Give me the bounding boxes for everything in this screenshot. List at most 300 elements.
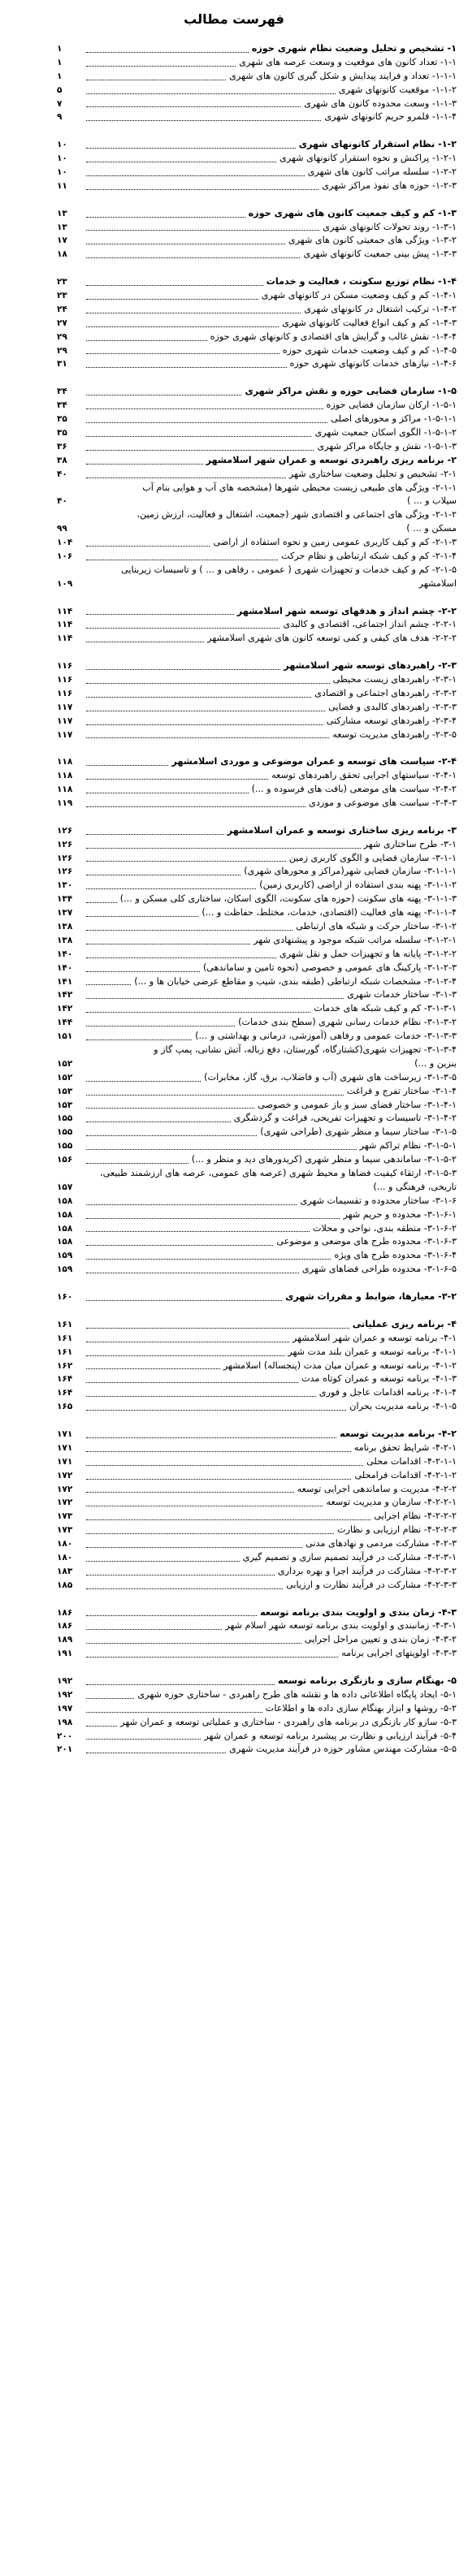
toc-entry[interactable] (57, 550, 457, 564)
toc-entry-label: ۴-۳- زمان بندی و اولویت بندی برنامه توسعه (260, 1606, 457, 1618)
toc-entry-label: ۲-۴- سیاست های توسعه و عمران موضوعی و موردی اسلامشهر (171, 756, 457, 767)
toc-entry[interactable] (57, 207, 457, 221)
toc-entry[interactable] (57, 769, 457, 783)
toc-entry-label: ۲-۴-۲- سیاست های موضعی (بافت های فرسوده و ...) (251, 784, 457, 795)
toc-entry[interactable] (57, 1441, 457, 1455)
toc-dot-leader (86, 234, 285, 244)
toc-dot-leader (86, 1675, 275, 1685)
toc-entry-label: ۲-۱-۵- کم و کیف خدمات و تجهیزات شهری ( عمومی ، رفاهی و ... ) و تاسیسات زیربنایی (121, 564, 457, 575)
toc-entry[interactable] (57, 522, 457, 536)
toc-entry[interactable] (57, 1619, 457, 1633)
toc-page-number: ۳۴ (57, 387, 67, 397)
toc-entry[interactable] (57, 1071, 457, 1085)
toc-entry[interactable] (57, 1318, 457, 1332)
toc-entry-label: ۱- تشخیص و تحلیل وضعیت نظام شهری حوزه (251, 43, 457, 54)
toc-dot-leader (86, 1044, 150, 1054)
toc-dot-leader (86, 948, 276, 958)
toc-dot-leader (86, 385, 241, 395)
toc-dot-leader (86, 207, 245, 218)
toc-entry[interactable] (57, 1565, 457, 1579)
toc-dot-leader (86, 522, 403, 533)
toc-page-number: ۱۵۶ (57, 1155, 73, 1165)
toc-dot-leader (86, 715, 323, 725)
toc-page-number: ۷ (57, 98, 63, 109)
toc-dot-leader (86, 179, 318, 190)
toc-dot-leader (86, 536, 210, 547)
toc-entry[interactable] (57, 852, 457, 866)
toc-entry[interactable] (57, 1290, 457, 1304)
toc-page-number: ۲۴ (57, 304, 67, 314)
toc-page-number: ۱۵۸ (57, 1223, 73, 1234)
toc-dot-leader (86, 70, 226, 80)
toc-entry[interactable] (57, 1222, 457, 1236)
toc-entry[interactable] (57, 632, 457, 646)
toc-entry-label: ۳-۱-۳-۲- نظام خدمات رسانی شهری (سطح بندی خدمات) (238, 1017, 457, 1028)
toc-entry-label: ۱-۲-۲- سلسله مراتب کانون های شهری (307, 166, 457, 178)
toc-entry-label: ۴- برنامه ریزی عملیاتی (352, 1318, 457, 1329)
toc-entry[interactable] (57, 1675, 457, 1688)
toc-entry-label: ۱-۵-۱-۲- الگوی اسکان جمعیت شهری (314, 426, 457, 438)
toc-page-number: ۱۰ (57, 140, 67, 150)
toc-entry[interactable] (57, 1688, 457, 1702)
toc-entry-label: ۱-۲-۳- حوزه های نفوذ مراکز شهری (322, 179, 457, 191)
toc-page-number: ۱۱۹ (57, 797, 73, 808)
toc-entry[interactable] (57, 1400, 457, 1414)
toc-dot-leader (86, 1483, 294, 1493)
toc-entry-label: ۲-۱-۴- کم و کیف شبکه ارتباطی و نظام حرکت (280, 550, 457, 561)
toc-entry[interactable] (57, 1743, 457, 1757)
toc-entry[interactable] (57, 1208, 457, 1222)
toc-page-number: ۱۵۹ (57, 1251, 73, 1261)
toc-entry-label: ۴-۳-۱- زمانبندی و اولویت بندی برنامه توسعه شهر اسلام شهر (225, 1620, 457, 1632)
toc-dot-leader (86, 1057, 411, 1068)
toc-dot-leader (86, 331, 207, 341)
toc-dot-leader (86, 1579, 283, 1589)
toc-page-number: ۱۱۴ (57, 633, 73, 644)
toc-dot-leader (86, 1195, 297, 1205)
toc-entry[interactable] (57, 701, 457, 715)
toc-entry[interactable] (57, 1551, 457, 1565)
toc-page-number: ۱۱۷ (57, 702, 73, 712)
toc-page-number: ۱۵۳ (57, 1086, 73, 1096)
toc-dot-leader (86, 577, 416, 588)
toc-page-number: ۱۷۲ (57, 1470, 73, 1480)
toc-entry-label: ۳- برنامه ریزی ساختاری توسعه و عمران اسلامشهر (227, 824, 457, 836)
toc-entry[interactable] (57, 426, 457, 440)
toc-entry[interactable] (57, 1386, 457, 1400)
toc-entry-label: ۴-۲-۲- مدیریت و ساماندهی اجرایی توسعه (297, 1483, 457, 1494)
toc-entry-label: ۱-۱-۲- موقعیت کانونهای شهری (338, 84, 457, 95)
toc-entry-label: ۲-۴-۱- سیاستهای اجرایی تحقق راهبردهای توسعه (271, 770, 457, 781)
toc-entry[interactable] (57, 1235, 457, 1249)
toc-page-number: ۱۲۶ (57, 867, 73, 877)
toc-dot-leader (86, 110, 321, 121)
toc-entry[interactable] (57, 1181, 457, 1195)
toc-dot-leader (86, 1743, 226, 1753)
toc-entry-label: ۲-۲-۲- هدف های کیفی و کمی توسعه کانون های شهری اسلامشهر (207, 633, 457, 644)
toc-entry[interactable] (57, 1716, 457, 1730)
toc-dot-leader (86, 1441, 351, 1452)
toc-dot-leader (86, 632, 204, 642)
toc-entry[interactable] (57, 1167, 457, 1181)
toc-page-number (57, 564, 84, 577)
toc-entry[interactable] (57, 1469, 457, 1483)
toc-page-number: ۵ (57, 84, 63, 95)
toc-entry[interactable] (57, 385, 457, 399)
toc-spacer (57, 1414, 457, 1428)
toc-entry-label: ۳-۱-۲-۴- مشخصات شبکه ارتباطی (طبقه بندی، شیب و مقاطع عرضی خیابان ها و ...) (134, 975, 457, 987)
toc-dot-leader (86, 1688, 134, 1699)
toc-entry[interactable] (57, 673, 457, 687)
toc-entry[interactable] (57, 1263, 457, 1277)
toc-entry[interactable] (57, 1633, 457, 1647)
toc-page-number: ۱۰۴ (57, 538, 73, 548)
toc-entry[interactable] (57, 1016, 457, 1030)
toc-dot-leader (86, 1428, 336, 1438)
toc-entry[interactable] (57, 797, 457, 810)
toc-entry-label: ۵-۲- روشها و ابزار بهنگام سازی داده ها و اطلاعات (265, 1702, 457, 1714)
toc-dot-leader (86, 824, 224, 835)
toc-dot-leader (86, 1551, 240, 1562)
toc-entry[interactable] (57, 1496, 457, 1510)
toc-entry[interactable] (57, 495, 457, 508)
toc-entry[interactable] (57, 1372, 457, 1386)
toc-page-number: ۱۱۷ (57, 715, 73, 726)
toc-page-number: ۱ (57, 44, 63, 54)
toc-entry[interactable] (57, 1044, 457, 1057)
toc-entry-label: ۱-۱-۳- وسعت محدوده کانون های شهری (304, 97, 457, 109)
toc-entry[interactable] (57, 920, 457, 934)
toc-dot-leader (86, 1208, 340, 1219)
toc-entry[interactable] (57, 1030, 457, 1044)
toc-entry[interactable] (57, 1359, 457, 1373)
toc-entry[interactable] (57, 865, 457, 879)
toc-page-number: ۲۷ (57, 318, 67, 328)
toc-entry[interactable] (57, 508, 457, 522)
toc-entry[interactable] (57, 1099, 457, 1113)
toc-entry[interactable] (57, 906, 457, 920)
toc-page-number: ۱۱۸ (57, 771, 73, 781)
toc-entry-label: ۴-۳-۳- اولویتهای اجرایی برنامه (341, 1648, 457, 1659)
toc-entry-label: ۱-۱-۴- قلمرو حریم کانونهای شهری (324, 111, 457, 123)
toc-page-number: ۴۰ (57, 469, 67, 479)
toc-dot-leader (86, 248, 300, 258)
toc-dot-leader (86, 906, 198, 917)
toc-entry[interactable] (57, 275, 457, 289)
toc-entry[interactable] (57, 440, 457, 454)
toc-page-number: ۱۱ (57, 180, 67, 191)
toc-entry-label: ۱-۵-۱- ارکان سازمان فضایی حوزه (326, 400, 457, 411)
toc-entry-label: ۲-۱- تشخیص و تحلیل وضعیت ساختاری شهر (288, 468, 457, 479)
toc-entry[interactable] (57, 577, 457, 591)
toc-entry-label: ۳-۱- طرح ساختاری شهر (363, 838, 457, 849)
toc-page-number: ۱۵۸ (57, 1209, 73, 1220)
toc-entry[interactable] (57, 1195, 457, 1208)
toc-page-number: ۱۴۰ (57, 962, 73, 973)
toc-dot-leader (86, 97, 301, 108)
toc-entry-label: سیلاب و ... ) (406, 495, 457, 507)
toc-entry[interactable] (57, 564, 457, 577)
toc-page-number: ۱۴۲ (57, 990, 73, 1001)
toc-entry[interactable] (57, 1126, 457, 1139)
toc-page-number: ۴۰ (57, 496, 67, 507)
toc-entry[interactable] (57, 221, 457, 235)
toc-dot-leader (86, 426, 311, 437)
toc-entry-label: ۴-۲-۱-۲- اقدامات فرامحلی (354, 1469, 457, 1480)
toc-page-number: ۱۹۷ (57, 1703, 73, 1714)
toc-dot-leader (86, 1332, 289, 1342)
toc-entry-label: ۳-۱-۵-۱- نظام تراکم شهر (359, 1140, 457, 1152)
toc-dot-leader (86, 1606, 257, 1617)
toc-entry[interactable] (57, 1510, 457, 1524)
toc-entry[interactable] (57, 1057, 457, 1071)
toc-page-number: ۹ (57, 112, 63, 123)
toc-dot-leader (86, 1524, 334, 1534)
toc-entry[interactable] (57, 1730, 457, 1744)
toc-page-number: ۱۳ (57, 222, 67, 232)
toc-entry[interactable] (57, 715, 457, 728)
toc-dot-leader (86, 357, 287, 368)
toc-entry[interactable] (57, 468, 457, 482)
toc-entry[interactable] (57, 97, 457, 111)
toc-entry-label: ۵-۵- مشارکت مهندس مشاور حوزه در فرآیند مدیریت شهری (229, 1744, 457, 1755)
toc-entry[interactable] (57, 783, 457, 797)
toc-entry-label: ۴-۱-۳- برنامه توسعه و عمران کوتاه مدت (301, 1373, 457, 1385)
toc-entry[interactable] (57, 975, 457, 989)
toc-dot-leader (86, 317, 279, 327)
toc-entry[interactable] (57, 755, 457, 769)
toc-page-number: ۳۵ (57, 427, 67, 438)
toc-dot-leader (86, 618, 280, 629)
toc-entry[interactable] (57, 248, 457, 261)
toc-entry-label: ۱-۵- سازمان فضایی حوزه و نقش مراکز شهری (245, 386, 457, 397)
toc-dot-leader (86, 1510, 370, 1520)
toc-entry-label: ۴-۲-۳- مشارکت مردمی و نهادهای مدنی (306, 1538, 457, 1549)
toc-dot-leader (86, 879, 256, 889)
toc-page-number: ۱۳۴ (57, 894, 73, 905)
toc-dot-leader (86, 138, 296, 149)
toc-page-number: ۱۱۸ (57, 784, 73, 795)
toc-entry[interactable] (57, 962, 457, 975)
toc-entry[interactable] (57, 454, 457, 468)
toc-page-number: ۱۷ (57, 236, 67, 246)
toc-entry-label: ۴-۱-۲- برنامه توسعه و عمران میان مدت (پنجساله) اسلامشهر (223, 1359, 457, 1371)
toc-page-number: ۱۴۴ (57, 1018, 73, 1028)
toc-dot-leader (86, 920, 292, 931)
toc-entry-label: ۲-۳-۴- راهبردهای توسعه مشارکتی (326, 715, 457, 726)
toc-dot-leader (86, 550, 278, 560)
toc-entry[interactable] (57, 1524, 457, 1537)
toc-entry-label: ۱-۲- نظام استقرار کانونهای شهری (298, 139, 457, 150)
toc-entry[interactable] (57, 289, 457, 303)
toc-entry[interactable] (57, 413, 457, 426)
toc-dot-leader (86, 701, 325, 711)
toc-entry[interactable] (57, 331, 457, 344)
toc-entry[interactable] (57, 110, 457, 124)
toc-page-number: ۱۵۵ (57, 1113, 73, 1124)
toc-entry[interactable] (57, 70, 457, 84)
toc-page-number: ۱۸۶ (57, 1607, 73, 1618)
toc-entry-label: ۵-۱- ایجاد پایگاه اطلاعاتی داده ها و نقشه های طرح راهبردی - ساختاری حوزه شهری (137, 1688, 457, 1700)
toc-entry[interactable] (57, 948, 457, 962)
toc-entry[interactable] (57, 1085, 457, 1099)
toc-page-number: ۱۰۹ (57, 578, 73, 589)
toc-dot-leader (86, 659, 280, 670)
toc-entry[interactable] (57, 824, 457, 838)
toc-dot-leader (86, 152, 276, 162)
toc-entry-label: ۱-۵-۱-۱- مراکز و محورهای اصلی (331, 413, 457, 425)
toc-entry[interactable] (57, 1249, 457, 1263)
table-of-contents (57, 42, 457, 1757)
toc-dot-leader (86, 1346, 284, 1356)
toc-dot-leader (86, 1633, 301, 1644)
toc-dot-leader (86, 962, 200, 972)
toc-dot-leader (86, 1099, 254, 1109)
toc-entry-label: ۱-۱- تعداد کانون های موقعیت و وسعت عرصه های شهری (239, 56, 457, 67)
toc-entry[interactable] (57, 934, 457, 948)
toc-page-number: ۱۰۶ (57, 551, 73, 561)
toc-page-number: ۱۱۶ (57, 661, 73, 672)
toc-entry-label: ۲-۴-۳- سیاست های موضوعی و موردی (309, 797, 457, 808)
toc-page-number: ۳۶ (57, 441, 67, 452)
toc-dot-leader (86, 84, 336, 94)
toc-page-number: ۱۷۱ (57, 1428, 73, 1439)
toc-dot-leader (86, 1537, 302, 1548)
toc-entry-label: ۳-۱-۶-۲- منطقه بندی، نواحی و محلات (313, 1222, 457, 1234)
toc-entry-label: ۲-۱-۳- کم و کیف کاربری عمومی زمین و نحوه استفاده از اراضی (213, 537, 457, 548)
toc-page-number: ۱۲۶ (57, 853, 73, 863)
toc-page-number: ۱۱۸ (57, 757, 73, 767)
toc-entry-label: ۴-۲-۱-۱- اقدامات محلی (366, 1455, 457, 1467)
toc-entry-label: بنزین و ...) (414, 1057, 457, 1069)
toc-page-number: ۱۱۶ (57, 688, 73, 698)
toc-page-number: ۹۹ (57, 524, 67, 534)
toc-page-number: ۱۶۱ (57, 1319, 73, 1329)
toc-page-number: ۱۱۴ (57, 620, 73, 630)
toc-entry-label: ۳-۱-۲-۲- پایانه ها و تجهیزات حمل و نقل شهری (279, 948, 457, 959)
toc-entry[interactable] (57, 1112, 457, 1126)
toc-entry-label: ۳-۲- معیارها، ضوابط و مقررات شهری (285, 1291, 457, 1303)
toc-page-number: ۱۸۰ (57, 1552, 73, 1562)
toc-entry[interactable] (57, 42, 457, 56)
toc-dot-leader (86, 865, 240, 875)
toc-entry[interactable] (57, 303, 457, 317)
toc-page-number (57, 482, 84, 495)
toc-entry[interactable] (57, 56, 457, 70)
toc-entry-label: ۲- برنامه ریزی راهبردی توسعه و عمران شهر اسلامشهر (206, 454, 457, 465)
toc-dot-leader (86, 1619, 222, 1630)
toc-page-number: ۲۹ (57, 345, 67, 356)
toc-entry[interactable] (57, 1483, 457, 1497)
toc-entry-label: ۳-۱-۳- ساختار خدمات شهری (347, 989, 457, 1001)
toc-entry[interactable] (57, 687, 457, 701)
toc-page-number: ۱۸۶ (57, 1621, 73, 1632)
toc-entry[interactable] (57, 536, 457, 550)
toc-entry-label: ۳-۱-۲- ساختار حرکت و شبکه های ارتباطی (296, 921, 457, 931)
toc-entry-label: ۲-۲-۱- چشم انداز اجتماعی، اقتصادی و کالبدی (283, 619, 457, 630)
toc-page-number: ۱۹۲ (57, 1675, 73, 1686)
toc-spacer (57, 1277, 457, 1290)
toc-entry-label: ۴-۲-۳-۲- مشارکت در فرآیند اجرا و بهره برداری (277, 1565, 457, 1576)
toc-entry[interactable] (57, 344, 457, 358)
toc-dot-leader (86, 413, 327, 423)
toc-page-number: ۱۵۲ (57, 1072, 73, 1083)
toc-dot-leader (86, 1249, 331, 1260)
toc-page-number: ۲۹ (57, 331, 67, 342)
toc-entry[interactable] (57, 152, 457, 166)
toc-entry[interactable] (57, 179, 457, 193)
toc-page-number: ۱۷۲ (57, 1484, 73, 1494)
toc-entry[interactable] (57, 1139, 457, 1153)
toc-page-number: ۱۳۸ (57, 935, 73, 945)
toc-entry[interactable] (57, 1579, 457, 1593)
toc-entry-label: ۳-۱-۳-۳- خدمات عمومی و رفاهی (آموزشی، درمانی و بهداشتی و ...) (195, 1031, 457, 1042)
toc-entry[interactable] (57, 1647, 457, 1661)
toc-dot-leader (86, 1455, 363, 1466)
toc-entry[interactable] (57, 1702, 457, 1716)
toc-entry[interactable] (57, 84, 457, 97)
toc-entry[interactable] (57, 1002, 457, 1016)
toc-spacer (57, 1661, 457, 1675)
toc-entry[interactable] (57, 879, 457, 893)
toc-dot-leader (86, 852, 286, 862)
toc-entry[interactable] (57, 138, 457, 152)
toc-entry[interactable] (57, 166, 457, 179)
toc-entry[interactable] (57, 893, 457, 906)
toc-page-number: ۳۱ (57, 359, 67, 370)
toc-dot-leader (86, 303, 301, 313)
toc-dot-leader (86, 42, 249, 53)
toc-entry[interactable] (57, 399, 457, 413)
toc-entry[interactable] (57, 482, 457, 495)
toc-entry[interactable] (57, 357, 457, 371)
toc-entry[interactable] (57, 728, 457, 742)
toc-entry[interactable] (57, 1346, 457, 1359)
toc-page-number: ۱۴۱ (57, 976, 73, 987)
toc-entry[interactable] (57, 1606, 457, 1620)
toc-entry-label: ۳-۱-۵-۳- ارتقاء کیفیت فضاها و محیط شهری (عرصه های عمومی، عرصه های ارزشمند طبیعی، (100, 1168, 457, 1179)
toc-entry[interactable] (57, 618, 457, 632)
toc-entry[interactable] (57, 317, 457, 331)
toc-entry-label: ۴-۱- برنامه توسعه و عمران شهر اسلامشهر (292, 1332, 457, 1343)
toc-entry[interactable] (57, 1455, 457, 1469)
toc-entry-label: ۴-۲- برنامه مدیریت توسعه (340, 1428, 457, 1439)
toc-dot-leader (86, 893, 117, 903)
toc-page-number: ۳۵ (57, 414, 67, 425)
toc-spacer (57, 810, 457, 824)
toc-entry-label: ۱-۴-۶- نیازهای خدمات کانونهای شهری حوزه (289, 358, 457, 370)
toc-dot-leader (86, 1235, 273, 1246)
toc-entry[interactable] (57, 988, 457, 1002)
toc-entry[interactable] (57, 838, 457, 852)
toc-entry[interactable] (57, 1153, 457, 1167)
toc-page-number: ۱۱۴ (57, 606, 73, 616)
toc-spacer (57, 261, 457, 275)
toc-entry-label: ۳-۱-۳-۱- کم و کیف شبکه های خدمات (314, 1003, 457, 1014)
toc-entry[interactable] (57, 1428, 457, 1441)
toc-dot-leader (86, 1126, 257, 1136)
toc-page-number: ۱۹۱ (57, 1649, 73, 1659)
toc-entry-label: ۴-۱-۱- برنامه توسعه و عمران بلند مدت شهر (288, 1346, 457, 1357)
toc-entry[interactable] (57, 605, 457, 619)
toc-entry[interactable] (57, 1332, 457, 1346)
toc-dot-leader (86, 1002, 310, 1013)
toc-dot-leader (86, 482, 139, 492)
toc-entry[interactable] (57, 234, 457, 248)
toc-entry[interactable] (57, 659, 457, 673)
toc-page-number: ۳۸ (57, 455, 67, 465)
toc-entry[interactable] (57, 1537, 457, 1551)
